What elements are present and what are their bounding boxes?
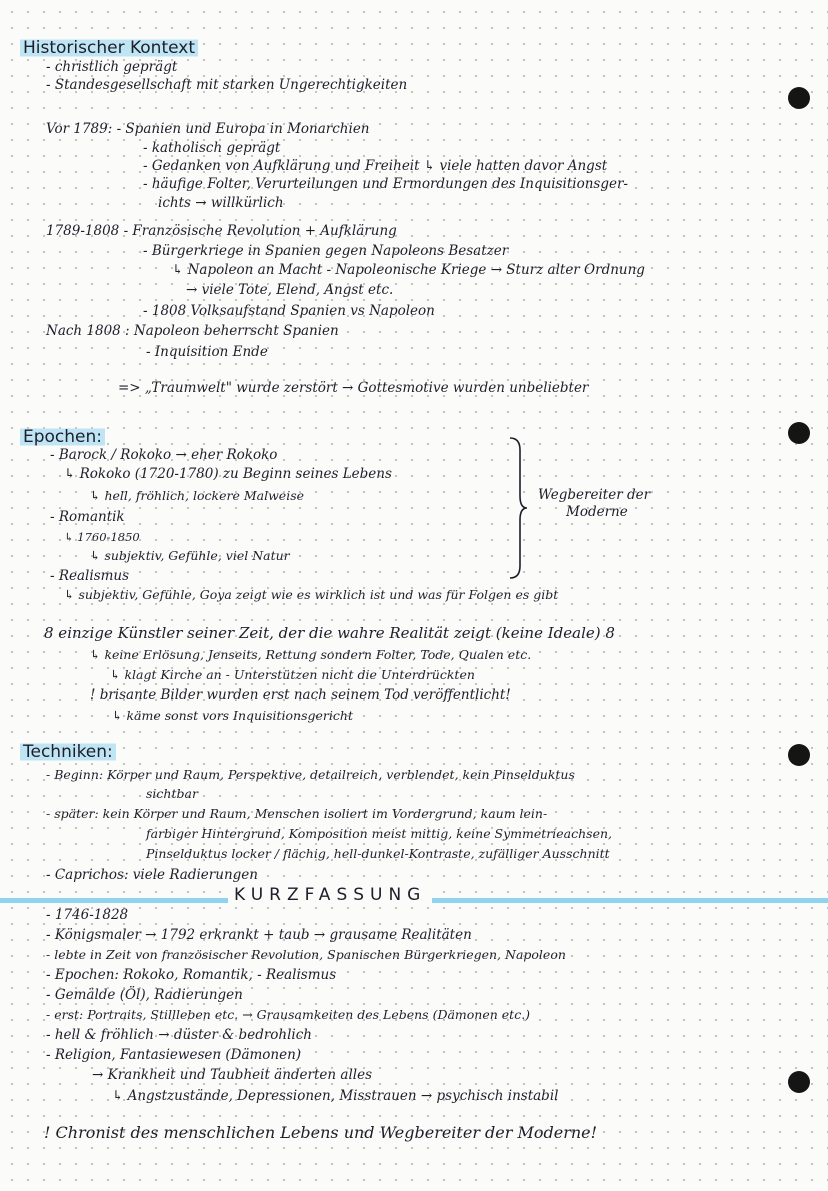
note-line: ↳ subjektiv, Gefühle, Goya zeigt wie es wirklich ist und was für Folgen es gibt (64, 587, 559, 602)
note-line: ↳ hell, fröhlich, lockere Malweise (90, 488, 305, 503)
note-line: - erst: Portraits, Stillleben etc. → Grausamkeiten des Lebens (Dämonen etc.) (46, 1007, 531, 1022)
note-line: - später: kein Körper und Raum, Menschen isoliert im Vordergrund, kaum lein- (46, 806, 548, 821)
note-line: ↳ subjektiv, Gefühle, viel Natur (90, 548, 290, 563)
section-heading: Epochen: (20, 427, 105, 447)
summary-heading: KURZFASSUNG (228, 885, 432, 905)
note-line: 1789-1808 - Französische Revolution + Aufklärung (46, 223, 397, 239)
note-line: - Barock / Rokoko → eher Rokoko (50, 447, 278, 463)
punch-hole (788, 744, 810, 766)
note-line: - lebte in Zeit von französischer Revolution, Spanischen Bürgerkriegen, Napoleon (46, 947, 566, 962)
section-heading: Techniken: (20, 742, 116, 762)
note-line: - Romantik (50, 509, 125, 525)
note-line: - Gemälde (Öl), Radierungen (46, 987, 243, 1003)
punch-hole (788, 1071, 810, 1093)
note-line: - Epochen: Rokoko, Romantik, - Realismus (46, 967, 337, 983)
note-line: - Königsmaler → 1792 erkrankt + taub → grausame Realitäten (46, 927, 472, 943)
note-line: ↳ Angstzustände, Depressionen, Misstrauen → psychisch instabil (112, 1088, 559, 1104)
conclusion-line: ! Chronist des menschlichen Lebens und Wegbereiter der Moderne! (44, 1123, 598, 1142)
note-line: - Inquisition Ende (146, 344, 268, 360)
note-line: - christlich geprägt (46, 59, 178, 75)
brace-note: Moderne (566, 504, 628, 520)
note-line: - Caprichos: viele Radierungen (46, 867, 258, 883)
section-heading: Historischer Kontext (20, 38, 198, 58)
note-line: - Religion, Fantasiewesen (Dämonen) (46, 1047, 302, 1063)
punch-hole (788, 422, 810, 444)
note-line: - Gedanken von Aufklärung und Freiheit ↳ viele hatten davor Angst (143, 158, 608, 174)
note-line: ↳ käme sonst vors Inquisitionsgericht (112, 708, 353, 723)
curly-brace-icon (508, 436, 528, 580)
note-line: farbiger Hintergrund, Komposition meist mittig, keine Symmetrieachsen, (146, 826, 613, 841)
note-line: - Beginn: Körper und Raum, Perspektive, detailreich, verblendet, kein Pinselduktus (46, 767, 575, 782)
note-line: Pinselduktus locker / flächig, hell-dunkel-Kontraste, zufälliger Ausschnitt (146, 846, 610, 861)
note-line: ! brisante Bilder wurden erst nach seinem Tod veröffentlicht! (90, 687, 511, 703)
note-line: - häufige Folter, Verurteilungen und Ermordungen des Inquisitionsger- (143, 176, 628, 192)
note-line: - katholisch geprägt (143, 140, 281, 156)
note-line: Vor 1789: - Spanien und Europa in Monarchien (46, 121, 370, 137)
note-line: - 1808 Volksaufstand Spanien vs Napoleon (143, 303, 435, 319)
note-line: ↳ 1760-1850 (64, 530, 140, 544)
key-statement: 8 einzige Künstler seiner Zeit, der die wahre Realität zeigt (keine Ideale) 8 (44, 624, 615, 642)
note-line: ↳ Rokoko (1720-1780) zu Beginn seines Lebens (64, 466, 392, 482)
brace-note: Wegbereiter der (538, 487, 651, 503)
note-line: Nach 1808 : Napoleon beherrscht Spanien (46, 323, 339, 339)
note-line: ↳ klagt Kirche an - Unterstützen nicht die Unterdrückten (110, 667, 475, 682)
note-line: → viele Tote, Elend, Angst etc. (186, 282, 394, 298)
note-line: - hell & fröhlich → düster & bedrohlich (46, 1027, 312, 1043)
note-line: - Standesgesellschaft mit starken Ungerechtigkeiten (46, 77, 408, 93)
note-line: - Bürgerkriege in Spanien gegen Napoleons Besatzer (143, 243, 509, 259)
punch-hole (788, 87, 810, 109)
note-line: ↳ Napoleon an Macht - Napoleonische Kriege → Sturz alter Ordnung (172, 262, 645, 278)
note-line: → Krankheit und Taubheit änderten alles (92, 1067, 372, 1083)
note-line: - 1746-1828 (46, 907, 129, 923)
note-line: => „Traumwelt" wurde zerstört → Gottesmotive wurden unbeliebter (118, 380, 589, 396)
note-line: ichts → willkürlich (158, 195, 284, 211)
note-line: - Realismus (50, 568, 130, 584)
note-line: sichtbar (146, 786, 198, 801)
note-line: ↳ keine Erlösung, Jenseits, Rettung sondern Folter, Tode, Qualen etc. (90, 647, 532, 662)
